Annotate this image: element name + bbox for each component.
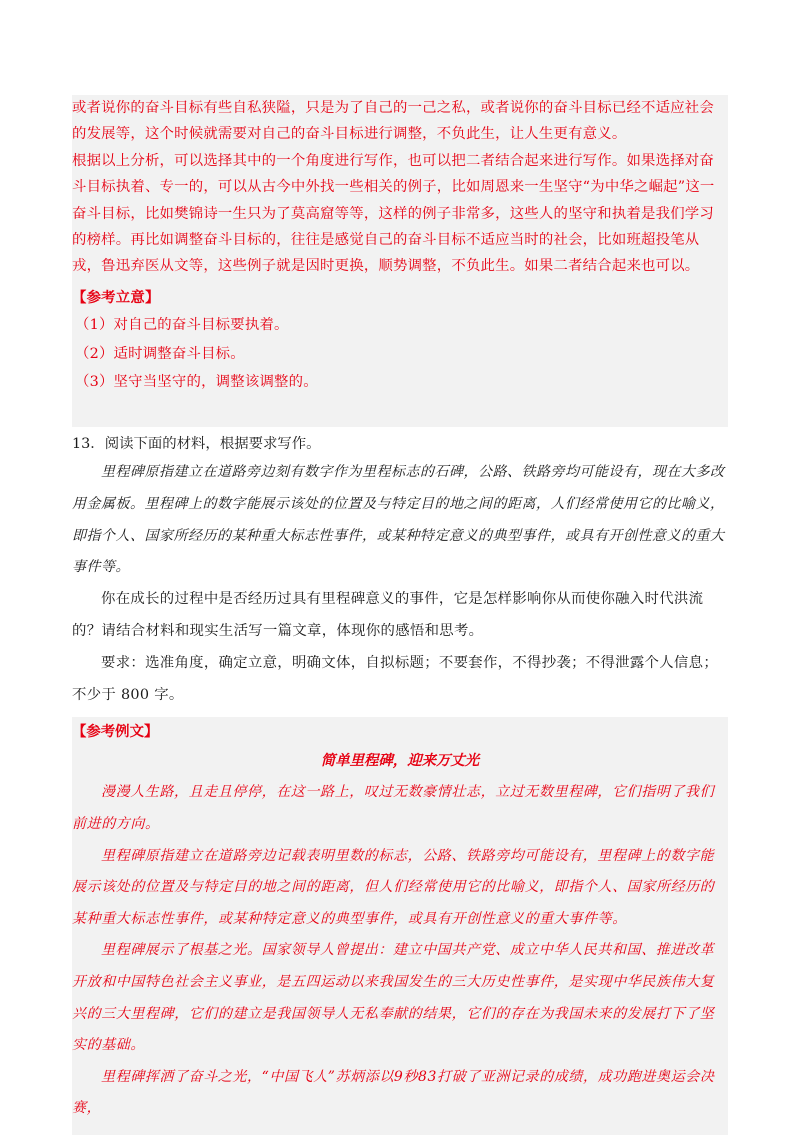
essay-paragraph: 里程碑原指建立在道路旁边记载表明里数的标志，公路、铁路旁均可能设有，里程碑上的数字能展示该处的位置及与特定目的地之间的距离，但人们经常使用它的比喻义，即指个人、国家所经历的某种重大标志性事件，或某种特定意义的典型事件，或具有开创性意义的重大事件等。: [72, 847, 715, 927]
theme-item: （3）坚守当坚守的，调整该调整的。: [75, 374, 318, 391]
essay-title: 简单里程碑，迎来万丈光: [320, 752, 480, 770]
sample-essay-heading: 【参考例文】: [72, 723, 159, 741]
reference-theme-heading: 【参考立意】: [72, 288, 160, 306]
theme-item: （2）适时调整奋斗目标。: [75, 345, 245, 362]
essay-paragraph: 里程碑展示了根基之光。国家领导人曾提出：建立中国共产党、成立中华人民共和国、推进改革开放和中国特色社会主义事业，是五四运动以来我国发生的三大历史性事件，是实现中华民族伟大复兴的三大里程碑，它们的建立是我国领导人无私奉献的结果，它们的存在为我国未来的发展打下了坚实的基础。: [72, 942, 715, 1054]
theme-item: （1）对自己的奋斗目标要执着。: [75, 316, 289, 333]
question-requirements: 要求：选准角度，确定立意，明确文体，自拟标题；不要套作，不得抄袭；不得泄露个人信息；不少于 800 字。: [72, 654, 719, 703]
question-prompt: 你在成长的过程中是否经历过具有里程碑意义的事件，它是怎样影响你从而使你融入时代洪流的？请结合材料和现实生活写一篇文章，体现你的感悟和思考。: [72, 591, 704, 639]
question-material: 里程碑原指建立在道路旁边刻有数字作为里程标志的石碑，公路、铁路旁均可能设有，现在大多改用金属板。里程碑上的数字能展示该处的位置及与特定目的地之间的距离，人们经常使用它的比喻义，即指个人、国家所经历的某种重大标志性事件，或某种特定意义的典型事件，或具有开创性意义的重大事件等。: [72, 464, 725, 576]
analysis-paragraph: 根据以上分析，可以选择其中的一个角度进行写作，也可以把二者结合起来进行写作。如果选择对奋斗目标执着、专一的，可以从古今中外找一些相关的例子，比如周恩来一生坚守“为中华之崛起”这一奋斗目标，比如樊锦诗一生只为了莫高窟等等，这样的例子非常多，这些人的坚守和执着是我们学习的榜样。再比如调整奋斗目标的，往往是感觉自己的奋斗目标不适应当时的社会，比如班超投笔从戎，鲁迅弃医从文等，这些例子就是因时更换，顺势调整，不负此生。如果二者结合起来也可以。: [72, 152, 715, 275]
analysis-section: [72, 95, 728, 427]
essay-paragraph: 漫漫人生路，且走且停停，在这一路上，叹过无数豪情壮志，立过无数里程碑，它们指明了我们前进的方向。: [72, 784, 715, 832]
sample-essay-section: [72, 717, 728, 1135]
document-page: [72, 93, 728, 1135]
analysis-paragraph: 或者说你的奋斗目标有些自私狭隘，只是为了自己的一己之私，或者说你的奋斗目标已经不适应社会的发展等，这个时候就需要对自己的奋斗目标进行调整，不负此生，让人生更有意义。: [72, 100, 714, 143]
question-title: 13．阅读下面的材料，根据要求写作。: [72, 436, 321, 452]
essay-paragraph: 里程碑挥洒了奋斗之光，“中国飞人”苏炳添以9秒83打破了亚洲记录的成绩，成功跑进奥运会决赛，: [72, 1068, 715, 1117]
